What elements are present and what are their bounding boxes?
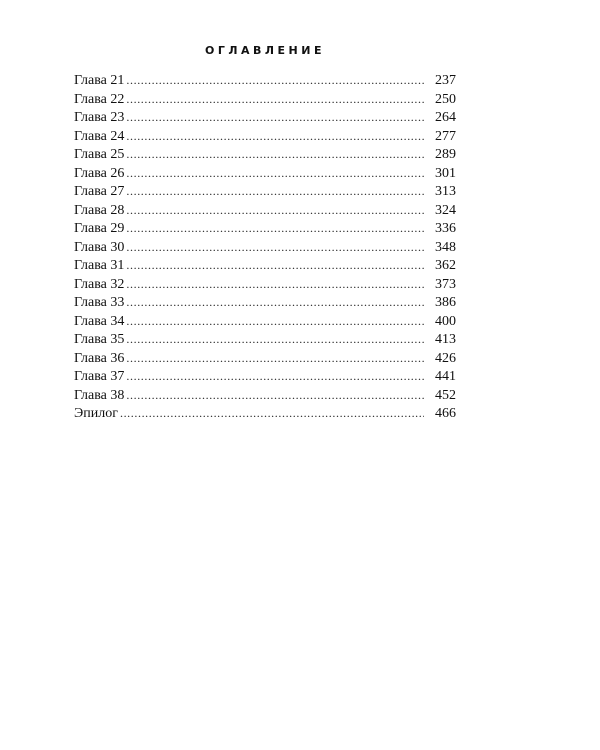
toc-entry-page: 386 [435, 295, 456, 310]
toc-entry-page: 441 [435, 369, 456, 384]
toc-dot-leader [126, 90, 424, 109]
toc-entry [74, 219, 456, 238]
toc-entry-label: Глава 31 [74, 258, 125, 273]
toc-entry [74, 108, 456, 127]
toc-dot-leader [126, 164, 424, 183]
toc-dot-leader [126, 312, 424, 331]
toc-entry-page: 237 [435, 73, 456, 88]
toc-entry-label: Глава 21 [74, 73, 125, 88]
toc-entry-label: Глава 34 [74, 313, 125, 329]
toc-entry-label: Глава 25 [74, 147, 125, 162]
toc-dot-leader [126, 201, 424, 220]
toc-entry [74, 367, 456, 386]
toc-entry-page: 264 [435, 110, 456, 125]
toc-entry [74, 312, 456, 331]
toc-entry-page: 289 [435, 147, 456, 162]
toc-dot-leader [126, 293, 424, 312]
toc-entry-label: Глава 22 [74, 91, 125, 107]
toc-entry [74, 164, 456, 183]
toc-entry [74, 330, 456, 349]
toc-entry [74, 256, 456, 275]
toc-dot-leader [126, 182, 424, 201]
toc-dot-leader [126, 330, 424, 349]
toc-dot-leader [126, 238, 424, 257]
toc-entry [74, 349, 456, 368]
toc-entry-page: 324 [435, 202, 456, 218]
toc-entry-page: 452 [435, 387, 456, 403]
toc-entry [74, 71, 456, 90]
toc-entry [74, 127, 456, 146]
toc-entry [74, 238, 456, 257]
toc-dot-leader [126, 349, 424, 368]
toc-entry-page: 336 [435, 221, 456, 236]
toc-entry-label: Глава 26 [74, 165, 125, 181]
toc-title: ОГЛАВЛЕНИЕ [205, 44, 325, 57]
toc-entry-page: 250 [435, 91, 456, 107]
toc-entry-page: 400 [435, 313, 456, 329]
toc-entry [74, 275, 456, 294]
toc-dot-leader [126, 275, 424, 294]
toc-entry-label: Глава 32 [74, 276, 125, 292]
toc-entry-label: Глава 38 [74, 387, 125, 403]
toc-entry-page: 426 [435, 350, 456, 366]
toc-entry-label: Глава 33 [74, 295, 125, 310]
toc-list [74, 71, 456, 423]
toc-entry [74, 386, 456, 405]
toc-entry [74, 201, 456, 220]
toc-entry [74, 404, 456, 423]
toc-entry [74, 90, 456, 109]
toc-dot-leader [126, 127, 424, 146]
toc-entry [74, 145, 456, 164]
toc-entry [74, 293, 456, 312]
toc-entry-label: Глава 29 [74, 221, 125, 236]
toc-entry-page: 373 [435, 276, 456, 292]
toc-entry-label: Глава 23 [74, 110, 125, 125]
toc-entry-page: 466 [435, 406, 456, 421]
toc-entry-label: Глава 27 [74, 184, 125, 199]
toc-entry-page: 413 [435, 332, 456, 347]
toc-entry-page: 313 [435, 184, 456, 199]
toc-dot-leader [126, 256, 424, 275]
toc-dot-leader [120, 404, 424, 423]
toc-dot-leader [126, 71, 424, 90]
toc-entry-label: Эпилог [74, 406, 118, 421]
toc-entry [74, 182, 456, 201]
toc-entry-page: 277 [435, 128, 456, 144]
toc-entry-page: 301 [435, 165, 456, 181]
toc-dot-leader [126, 386, 424, 405]
toc-dot-leader [126, 219, 424, 238]
toc-entry-label: Глава 37 [74, 369, 125, 384]
toc-entry-label: Глава 24 [74, 128, 125, 144]
toc-entry-page: 362 [435, 258, 456, 273]
toc-entry-label: Глава 35 [74, 332, 125, 347]
toc-entry-label: Глава 28 [74, 202, 125, 218]
toc-dot-leader [126, 145, 424, 164]
toc-dot-leader [126, 108, 424, 127]
toc-entry-label: Глава 36 [74, 350, 125, 366]
toc-dot-leader [126, 367, 424, 386]
toc-entry-page: 348 [435, 239, 456, 255]
toc-entry-label: Глава 30 [74, 239, 125, 255]
